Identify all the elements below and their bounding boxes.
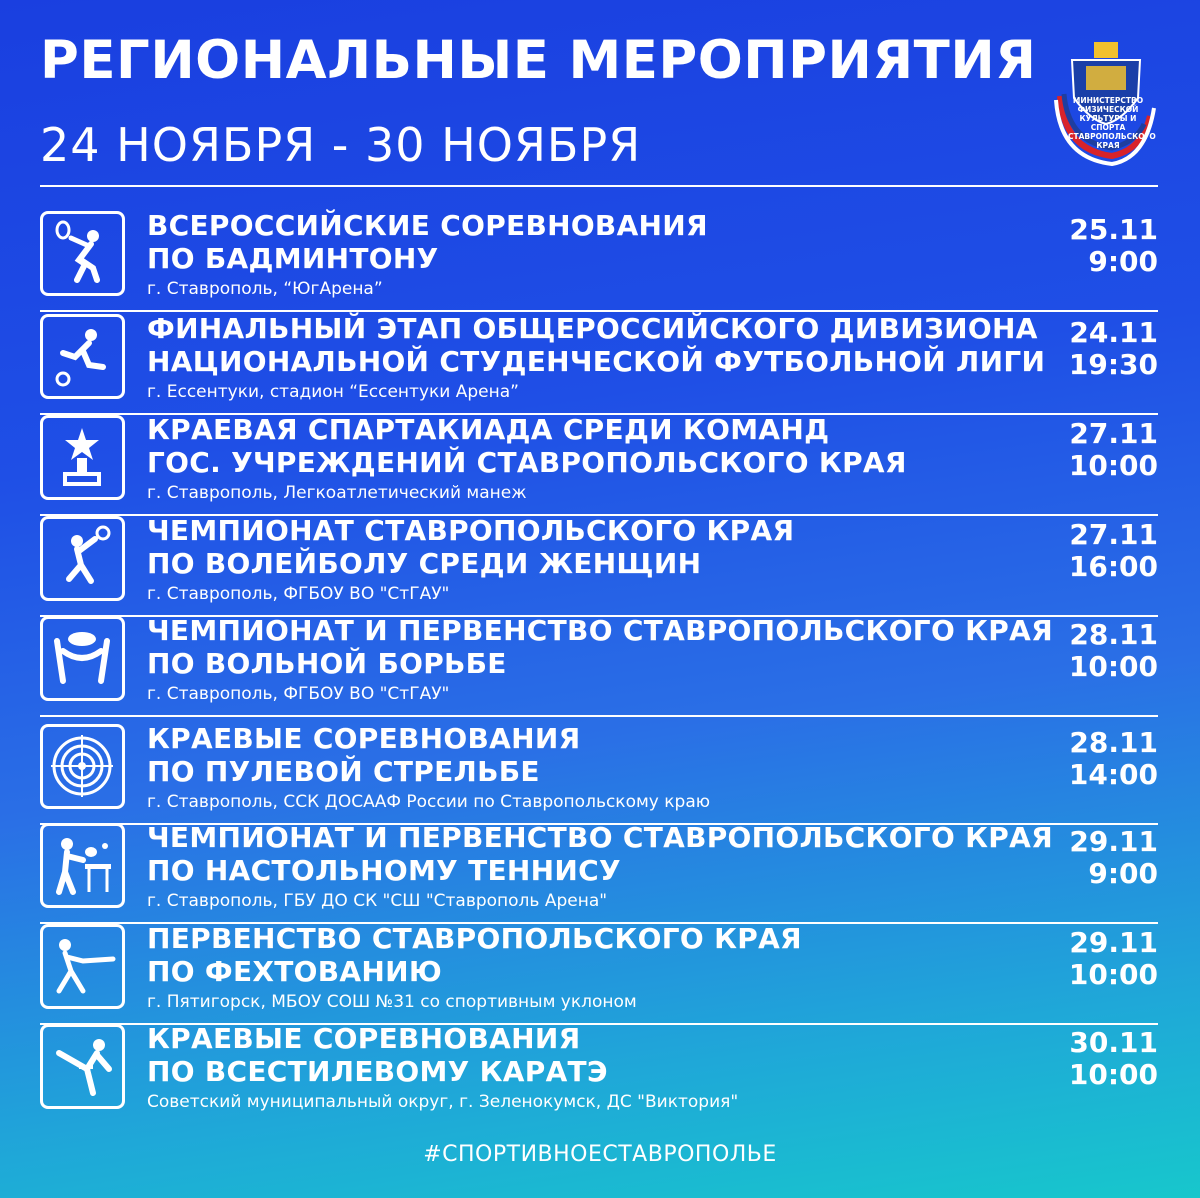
event-time: 10:00 [1068, 958, 1158, 991]
event-time: 16:00 [1068, 550, 1158, 583]
event-title: ФИНАЛЬНЫЙ ЭТАП ОБЩЕРОССИЙСКОГО ДИВИЗИОНА НАЦИОНАЛЬНОЙ СТУДЕНЧЕСКОЙ ФУТБОЛЬНОЙ ЛИГИ [147, 312, 1046, 378]
badminton-icon [40, 211, 125, 296]
event-location: г. Ставрополь, ФГБОУ ВО "СтГАУ" [147, 584, 450, 604]
event-location: г. Пятигорск, МБОУ СОШ №31 со спортивным уклоном [147, 992, 637, 1012]
hashtag: #СПОРТИВНОЕСТАВРОПОЛЬЕ [423, 1142, 777, 1167]
event-date: 27.11 [1069, 518, 1158, 551]
page-title: РЕГИОНАЛЬНЫЕ МЕРОПРИЯТИЯ [40, 30, 1037, 91]
event-title: ПЕРВЕНСТВО СТАВРОПОЛЬСКОГО КРАЯ ПО ФЕХТОВАНИЮ [147, 922, 802, 988]
event-location: г. Ессентуки, стадион “Ессентуки Арена” [147, 382, 519, 402]
event-item [40, 514, 1158, 612]
event-item [40, 922, 1158, 1020]
event-location: г. Ставрополь, ФГБОУ ВО "СтГАУ" [147, 684, 450, 704]
event-item [40, 614, 1158, 712]
event-title: КРАЕВАЯ СПАРТАКИАДА СРЕДИ КОМАНД ГОС. УЧРЕЖДЕНИЙ СТАВРОПОЛЬСКОГО КРАЯ [147, 413, 907, 479]
event-date: 29.11 [1069, 825, 1158, 858]
target-icon [40, 724, 125, 809]
event-location: г. Ставрополь, Легкоатлетический манеж [147, 483, 527, 503]
event-time: 9:00 [1088, 857, 1158, 890]
event-time: 14:00 [1068, 758, 1158, 791]
event-location: Советский муниципальный округ, г. Зеленокумск, ДС "Виктория" [147, 1092, 739, 1112]
wrestling-icon [40, 616, 125, 701]
table-tennis-icon [40, 823, 125, 908]
event-item [40, 209, 1158, 307]
fencing-icon [40, 924, 125, 1009]
event-title: ЧЕМПИОНАТ СТАВРОПОЛЬСКОГО КРАЯ ПО ВОЛЕЙБОЛУ СРЕДИ ЖЕНЩИН [147, 514, 795, 580]
event-time: 10:00 [1068, 650, 1158, 683]
event-title: ЧЕМПИОНАТ И ПЕРВЕНСТВО СТАВРОПОЛЬСКОГО КРАЯ ПО НАСТОЛЬНОМУ ТЕННИСУ [147, 821, 1053, 887]
event-location: г. Ставрополь, ГБУ ДО СК "СШ "Ставрополь Арена" [147, 891, 608, 911]
event-item [40, 821, 1158, 919]
trophy-icon [40, 415, 125, 500]
header-divider [40, 185, 1158, 187]
event-title: ЧЕМПИОНАТ И ПЕРВЕНСТВО СТАВРОПОЛЬСКОГО КРАЯ ПО ВОЛЬНОЙ БОРЬБЕ [147, 614, 1053, 680]
event-date: 24.11 [1069, 316, 1158, 349]
karate-icon [40, 1024, 125, 1109]
event-time: 10:00 [1068, 449, 1158, 482]
date-range: 24 НОЯБРЯ - 30 НОЯБРЯ [40, 118, 642, 172]
event-location: г. Ставрополь, “ЮгАрена” [147, 279, 383, 299]
event-item [40, 312, 1158, 410]
event-date: 28.11 [1069, 618, 1158, 651]
event-date: 25.11 [1069, 213, 1158, 246]
row-divider [40, 715, 1158, 717]
event-location: г. Ставрополь, ССК ДОСААФ России по Ставропольскому краю [147, 792, 711, 812]
event-date: 28.11 [1069, 726, 1158, 759]
event-item [40, 1022, 1158, 1120]
event-title: КРАЕВЫЕ СОРЕВНОВАНИЯ ПО ПУЛЕВОЙ СТРЕЛЬБЕ [147, 722, 581, 788]
event-item [40, 722, 1158, 820]
event-time: 19:30 [1068, 348, 1158, 381]
event-date: 30.11 [1069, 1026, 1158, 1059]
event-date: 27.11 [1069, 417, 1158, 450]
event-date: 29.11 [1069, 926, 1158, 959]
event-time: 10:00 [1068, 1058, 1158, 1091]
event-time: 9:00 [1088, 245, 1158, 278]
event-title: КРАЕВЫЕ СОРЕВНОВАНИЯ ПО ВСЕСТИЛЕВОМУ КАРАТЭ [147, 1022, 608, 1088]
logo-caption: МИНИСТЕРСТВО ФИЗИЧЕСКОЙ КУЛЬТУРЫ И СПОРТА СТАВРОПОЛЬСКОГО КРАЯ [1068, 96, 1156, 150]
football-icon [40, 314, 125, 399]
volleyball-icon [40, 516, 125, 601]
event-item [40, 413, 1158, 511]
event-title: ВСЕРОССИЙСКИЕ СОРЕВНОВАНИЯ ПО БАДМИНТОНУ [147, 209, 708, 275]
